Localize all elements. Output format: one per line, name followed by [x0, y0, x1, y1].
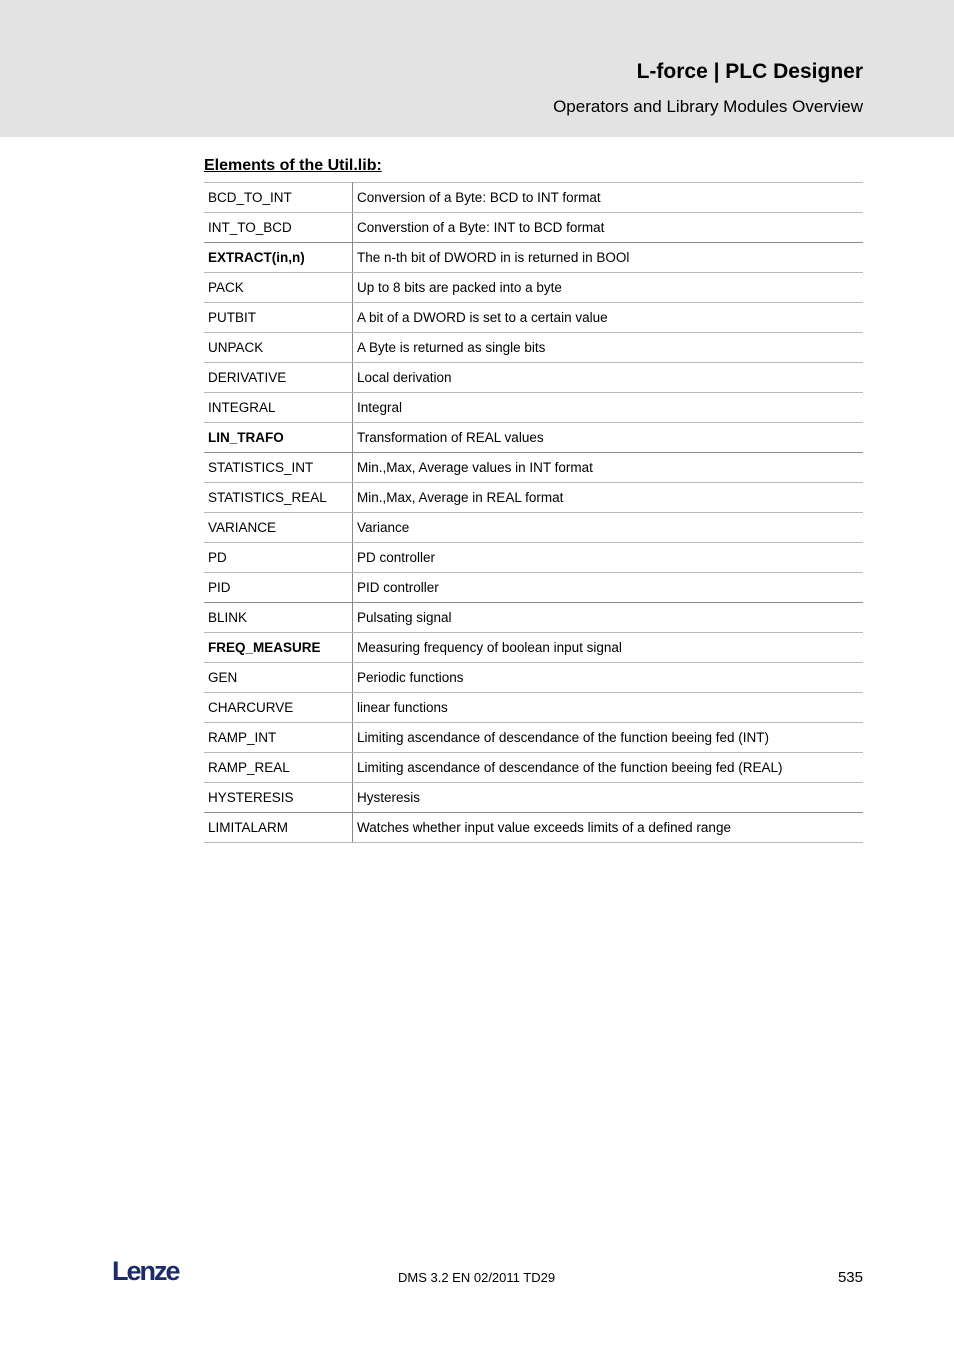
- table-row: [204, 183, 863, 213]
- element-description: Limiting ascendance of descendance of the function beeing fed (INT): [353, 723, 864, 753]
- table-row: [204, 813, 863, 843]
- page-number: 535: [837, 1269, 863, 1286]
- element-name: PACK: [204, 273, 353, 303]
- table-row: [204, 483, 863, 513]
- table-row: [204, 543, 863, 573]
- element-name: BLINK: [204, 603, 353, 633]
- element-name: CHARCURVE: [204, 693, 353, 723]
- element-name: INT_TO_BCD: [204, 213, 353, 243]
- element-description: A bit of a DWORD is set to a certain value: [353, 303, 864, 333]
- lenze-logo: Lenze: [112, 1256, 179, 1286]
- element-description: Integral: [353, 393, 864, 423]
- table-row: [204, 663, 863, 693]
- element-name: LIN_TRAFO: [204, 423, 353, 453]
- element-name: EXTRACT(in,n): [204, 243, 353, 273]
- element-description: Min.,Max, Average in REAL format: [353, 483, 864, 513]
- table-row: [204, 333, 863, 363]
- element-description: PD controller: [353, 543, 864, 573]
- table-row: [204, 423, 863, 453]
- element-name: STATISTICS_REAL: [204, 483, 353, 513]
- element-description: Pulsating signal: [353, 603, 864, 633]
- element-description: Hysteresis: [353, 783, 864, 813]
- element-name: HYSTERESIS: [204, 783, 353, 813]
- element-name: RAMP_INT: [204, 723, 353, 753]
- element-name: PD: [204, 543, 353, 573]
- element-name: GEN: [204, 663, 353, 693]
- element-description: The n-th bit of DWORD in is returned in BOOl: [353, 243, 864, 273]
- element-name: RAMP_REAL: [204, 753, 353, 783]
- table-row: [204, 633, 863, 663]
- element-description: Up to 8 bits are packed into a byte: [353, 273, 864, 303]
- table-row: [204, 303, 863, 333]
- section-heading: Elements of the Util.lib:: [204, 157, 382, 174]
- element-description: PID controller: [353, 573, 864, 603]
- element-description: linear functions: [353, 693, 864, 723]
- element-description: Local derivation: [353, 363, 864, 393]
- element-description: A Byte is returned as single bits: [353, 333, 864, 363]
- table-row: [204, 243, 863, 273]
- table-row: [204, 723, 863, 753]
- element-description: Limiting ascendance of descendance of the function beeing fed (REAL): [353, 753, 864, 783]
- table-row: [204, 783, 863, 813]
- table-row: [204, 603, 863, 633]
- table-row: [204, 213, 863, 243]
- element-name: BCD_TO_INT: [204, 183, 353, 213]
- element-description: Watches whether input value exceeds limits of a defined range: [353, 813, 864, 843]
- element-name: DERIVATIVE: [204, 363, 353, 393]
- table-row: [204, 573, 863, 603]
- table-row: [204, 393, 863, 423]
- element-description: Measuring frequency of boolean input signal: [353, 633, 864, 663]
- table-row: [204, 693, 863, 723]
- element-name: INTEGRAL: [204, 393, 353, 423]
- element-name: LIMITALARM: [204, 813, 353, 843]
- util-lib-elements-table: [204, 182, 863, 843]
- table-row: [204, 273, 863, 303]
- element-name: FREQ_MEASURE: [204, 633, 353, 663]
- table-row: [204, 753, 863, 783]
- element-name: STATISTICS_INT: [204, 453, 353, 483]
- element-name: UNPACK: [204, 333, 353, 363]
- element-description: Periodic functions: [353, 663, 864, 693]
- element-description: Variance: [353, 513, 864, 543]
- document-subtitle: Operators and Library Modules Overview: [553, 97, 863, 116]
- element-description: Converstion of a Byte: INT to BCD format: [353, 213, 864, 243]
- table-body: [204, 183, 863, 843]
- element-name: PUTBIT: [204, 303, 353, 333]
- table-row: [204, 453, 863, 483]
- element-description: Transformation of REAL values: [353, 423, 864, 453]
- table-row: [204, 513, 863, 543]
- footer-document-id: DMS 3.2 EN 02/2011 TD29: [398, 1270, 556, 1285]
- element-description: Conversion of a Byte: BCD to INT format: [353, 183, 864, 213]
- element-description: Min.,Max, Average values in INT format: [353, 453, 864, 483]
- document-title: L-force | PLC Designer: [636, 60, 863, 83]
- element-name: VARIANCE: [204, 513, 353, 543]
- element-name: PID: [204, 573, 353, 603]
- table-row: [204, 363, 863, 393]
